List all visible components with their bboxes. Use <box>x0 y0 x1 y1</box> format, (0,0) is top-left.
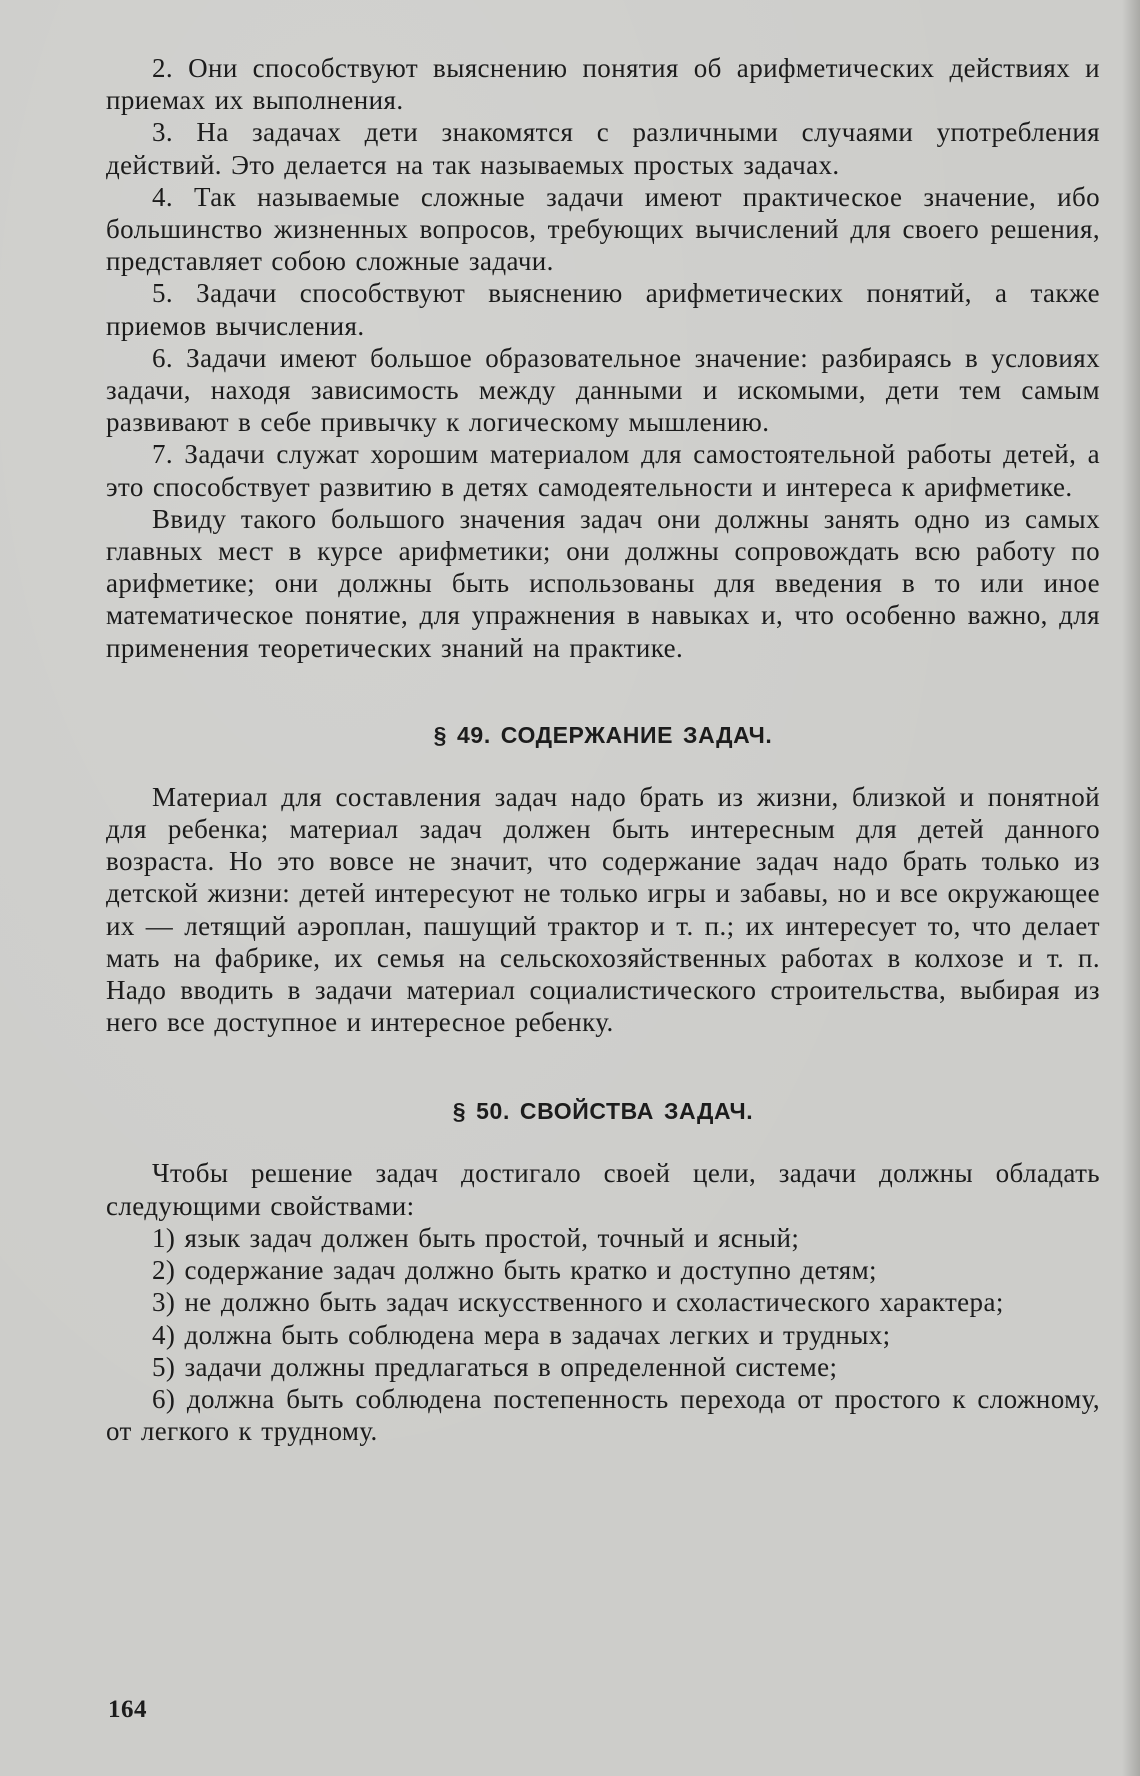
paragraph-item-7: 7. Задачи служат хорошим материалом для самостоятельной работы детей, а это способствует развитию в детях самодеятельности и интереса к арифметике. <box>106 439 1100 502</box>
paragraph-item-3: 3. На задачах дети знакомятся с различными случаями употребления действий. Это делается на так называемых простых задачах. <box>106 117 1100 180</box>
property-item-3: 3) не должно быть задач искусственного и схоластического характера; <box>152 1287 1004 1318</box>
page-number: 164 <box>108 1696 147 1723</box>
page-edge-shadow <box>1122 0 1140 1776</box>
section-heading-50: § 50. СВОЙСТВА ЗАДАЧ. <box>452 1098 754 1125</box>
paragraph-item-6: 6. Задачи имеют большое образовательное значение: разбираясь в условиях задачи, находя зависимость между данными и искомыми, дети тем самым развивают в себе привычку к логическому мышлению. <box>106 342 1100 438</box>
paragraph-item-4: 4. Так называемые сложные задачи имеют практическое значение, ибо большинство жизненных вопросов, требующих вычислений для своего решения, представляет собою сложные задачи. <box>106 181 1100 277</box>
property-item-4: 4) должна быть соблюдена мера в задачах легких и трудных; <box>152 1319 891 1350</box>
property-item-5: 5) задачи должны предлагаться в определенной системе; <box>152 1351 838 1382</box>
section-heading-49: § 49. СОДЕРЖАНИЕ ЗАДАЧ. <box>433 721 773 748</box>
paragraph-conclusion: Ввиду такого большого значения задач они должны занять одно из самых главных мест в курсе арифметики; они должны сопровождать всю работу по арифметике; они должны быть использованы для введения в то или иное математическое понятие, для упражнения в навыках и, что особенно важно, для применения теоретических знаний на практике. <box>106 503 1100 663</box>
section-49-paragraph: Материал для составления задач надо брать из жизни, близкой и понятной для ребенка; материал задач должен быть интересным для детей данного возраста. Но это вовсе не значит, что содержание задач надо брать только из детской жизни: детей интересуют не только игры и забавы, но и все окружающее их — летящий аэроплан, пашущий трактор и т. п.; их интересует то, что делает мать на фабрике, их семья на сельскохозяйственных работах в колхозе и т. п. Надо вводить в задачи материал социалистического строительства, выбирая из него все доступное и интересное ребенку. <box>106 781 1100 1038</box>
page-text <box>106 52 1100 1447</box>
property-item-1: 1) язык задач должен быть простой, точный и ясный; <box>152 1222 800 1253</box>
property-item-6: 6) должна быть соблюдена постепенность перехода от простого к сложному, от легкого к трудному. <box>106 1383 1100 1447</box>
paragraph-item-2: 2. Они способствуют выяснению понятия об арифметических действиях и приемах их выполнения. <box>106 53 1100 116</box>
property-item-2: 2) содержание задач должно быть кратко и доступно детям; <box>152 1255 877 1286</box>
paragraph-item-5: 5. Задачи способствуют выяснению арифметических понятий, а также приемов вычисления. <box>106 278 1100 341</box>
section-50-intro: Чтобы решение задач достигало своей цели, задачи должны обладать следующими свойствами: <box>106 1158 1100 1221</box>
